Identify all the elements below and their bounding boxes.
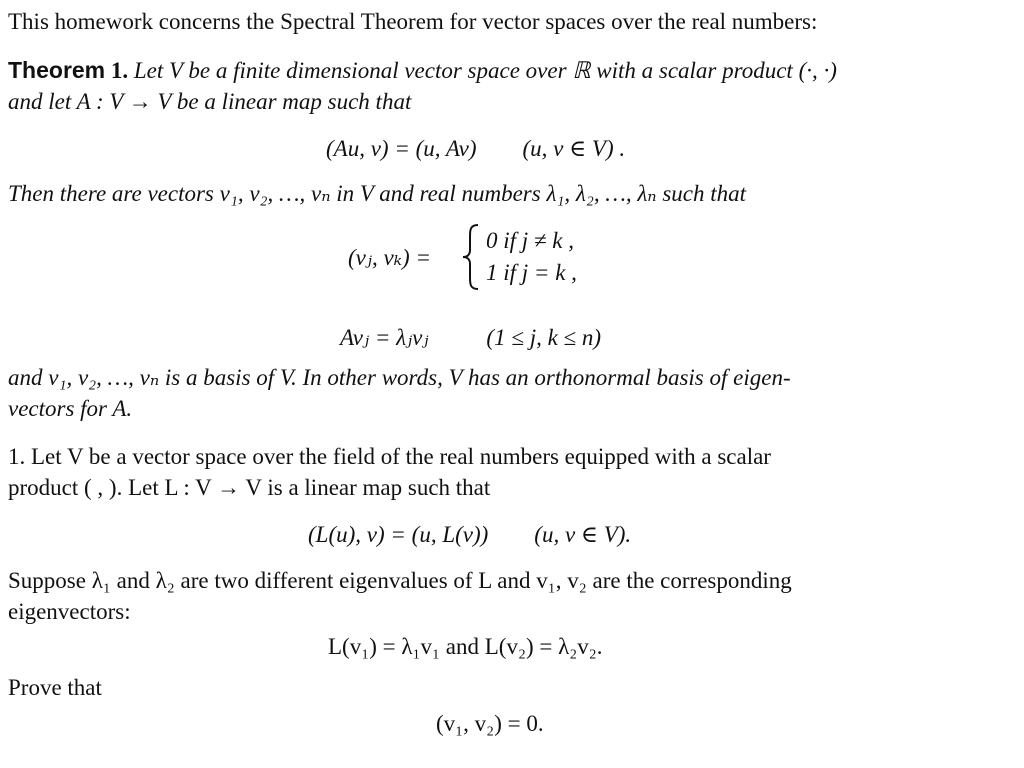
theorem-statement-line-1 bbox=[8, 55, 837, 86]
theorem-statement-line-5: vectors for A. bbox=[8, 396, 133, 421]
intro-text: This homework concerns the Spectral Theorem for vector spaces over the real numbers: bbox=[8, 9, 818, 34]
theorem-statement-line-3: Then there are vectors v₁, v₂, …, vₙ in V and real numbers λ₁, λ₂, …, λₙ such that bbox=[8, 181, 747, 206]
problem-line-4: eigenvectors: bbox=[8, 599, 131, 624]
problem-line-2: product ( , ). Let L : V → V is a linear map such that bbox=[8, 475, 491, 500]
theorem-statement-line-4: and v₁, v₂, …, vₙ is a basis of V. In other words, V has an orthonormal basis of eigen- bbox=[8, 365, 791, 390]
theorem-heading: Theorem bbox=[8, 57, 106, 83]
problem-line-1: 1. Let V be a vector space over the field of the real numbers equipped with a scalar bbox=[8, 444, 771, 469]
problem-equation-1 bbox=[308, 519, 631, 550]
theorem-equation-1-left: (Au, v) = (u, Av) bbox=[326, 136, 477, 161]
theorem-number: 1. bbox=[110, 58, 129, 83]
problem-equation-1-right: (u, v ∈ V). bbox=[534, 522, 632, 547]
problem-line-3: Suppose λ₁ and λ₂ are two different eigenvalues of L and v₁, v₂ are the corresponding bbox=[8, 568, 792, 593]
left-brace-icon bbox=[460, 222, 482, 292]
theorem-equation-2 bbox=[340, 322, 601, 353]
theorem-equation-1-right: (u, v ∈ V) . bbox=[522, 136, 626, 161]
problem-equation-2: L(v₁) = λ₁v₁ and L(v₂) = λ₂v₂. bbox=[328, 634, 603, 659]
problem-equation-1-left: (L(u), v) = (u, L(v)) bbox=[308, 522, 489, 547]
theorem-equation-1 bbox=[326, 133, 625, 164]
prove-label: Prove that bbox=[8, 675, 102, 700]
theorem-equation-2-right: (1 ≤ j, k ≤ n) bbox=[486, 325, 602, 350]
theorem-equation-2-left: Avⱼ = λⱼvⱼ bbox=[340, 325, 429, 350]
theorem-statement-line-2: and let A : V → V be a linear map such that bbox=[8, 89, 412, 114]
orthonormality-cases bbox=[348, 222, 708, 292]
case-row-1: 0 if j ≠ k , bbox=[486, 228, 575, 253]
case-row-2: 1 if j = k , bbox=[486, 260, 577, 285]
problem-equation-3: (v₁, v₂) = 0. bbox=[436, 711, 544, 736]
theorem-line-1-text: Let V be a finite dimensional vector space over ℝ with a scalar product (·, ·) bbox=[133, 58, 837, 83]
cases-left-side: (vⱼ, vₖ) = bbox=[348, 245, 431, 270]
